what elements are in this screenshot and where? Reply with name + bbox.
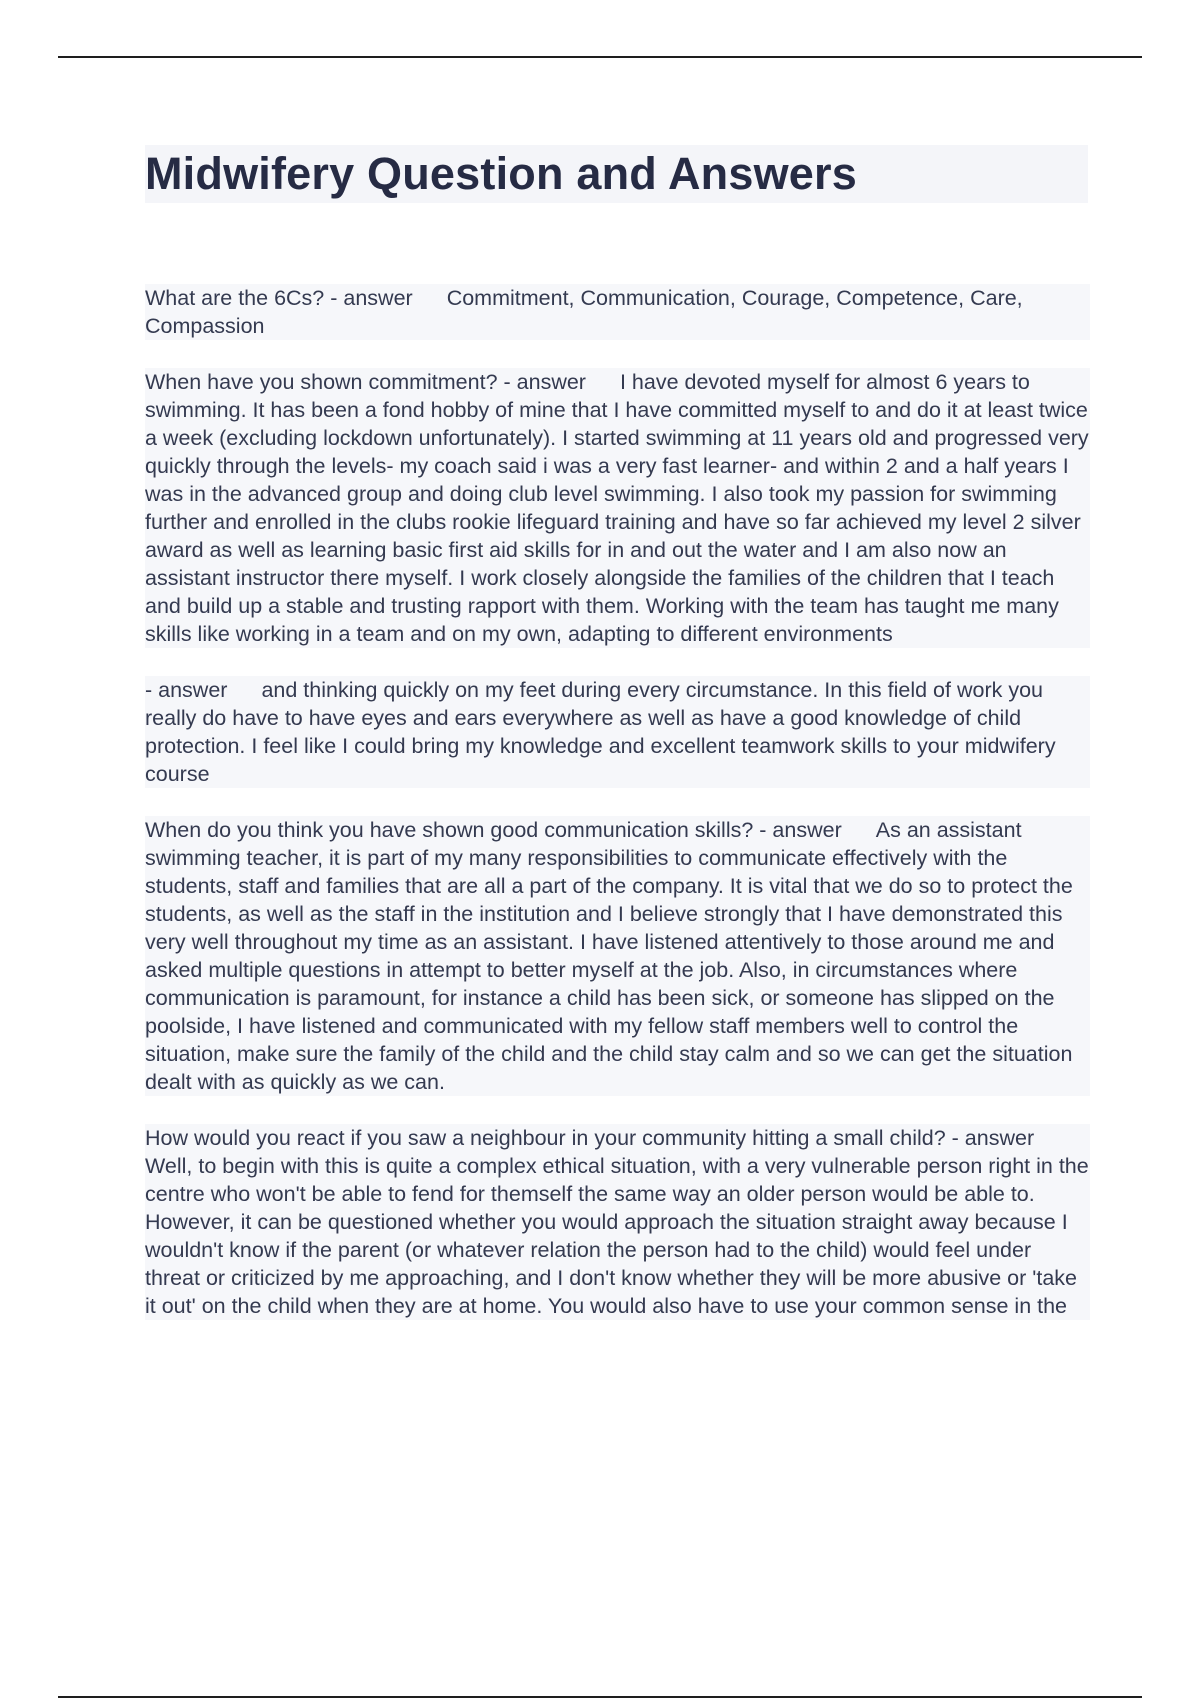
qa-item-continuation [145,676,1090,788]
qa-item-communication [145,816,1090,1096]
question-text: What are the 6Cs? [145,286,325,310]
answer-separator: - answer [145,678,228,702]
question-text: When do you think you have shown good communication skills? [145,818,754,842]
answer-separator: - answer [503,370,586,394]
answer-text: Well, to begin with this is quite a complex ethical situation, with a very vulnerable person right in the centre who won't be able to fend for themself the same way an older person would be able to. However, it can be questioned whether you would approach the situation straight away because I wouldn't know if the parent (or whatever relation the person had to the child) would feel under threat or criticized by me approaching, and I don't know whether they will be more abusive or 'take it out' on the child when they are at home. You would also have to use your common sense in the [145,1154,1089,1318]
qa-item-6cs [145,284,1090,340]
answer-separator: - answer [330,286,413,310]
answer-separator: - answer [951,1126,1035,1150]
answer-text: As an assistant swimming teacher, it is part of my many responsibilities to communicate effectively with the students, staff and families that are all a part of the company. It is vital that we do so to protect the students, as well as the staff in the institution and I believe strongly that I have demonstrated this very well throughout my time as an assistant. I have listened attentively to those around me and asked multiple questions in attempt to better myself at the job. Also, in circumstances where communication is paramount, for instance a child has been sick, or someone has slipped on the poolside, I have listened and communicated with my fellow staff members well to control the situation, make sure the family of the child and the child stay calm and so we can get the situation dealt with as quickly as we can. [145,818,1073,1094]
qa-item-commitment [145,368,1090,648]
qa-list [145,284,1090,1348]
bottom-rule [58,1696,1142,1698]
top-rule [58,56,1142,58]
question-text: How would you react if you saw a neighbour in your community hitting a small child? [145,1126,946,1150]
answer-text: and thinking quickly on my feet during every circumstance. In this field of work you really do have to have eyes and ears everywhere as well as have a good knowledge of child protection. I feel like I could bring my knowledge and excellent teamwork skills to your midwifery course [145,678,1056,786]
answer-text: I have devoted myself for almost 6 years to swimming. It has been a fond hobby of mine that I have committed myself to and do it at least twice a week (excluding lockdown unfortunately). I started swimming at 11 years old and progressed very quickly through the levels- my coach said i was a very fast learner- and within 2 and a half years I was in the advanced group and doing club level swimming. I also took my passion for swimming further and enrolled in the clubs rookie lifeguard training and have so far achieved my level 2 silver award as well as learning basic first aid skills for in and out the water and I am also now an assistant instructor there myself. I work closely alongside the families of the children that I teach and build up a stable and trusting rapport with them. Working with the team has taught me many skills like working in a team and on my own, adapting to different environments [145,370,1089,646]
page-title: Midwifery Question and Answers [145,148,857,199]
answer-separator: - answer [759,818,842,842]
answer-text: Commitment, Communication, Courage, Competence, Care, Compassion [145,286,1023,338]
qa-item-neighbour [145,1124,1090,1320]
question-text: When have you shown commitment? [145,370,498,394]
